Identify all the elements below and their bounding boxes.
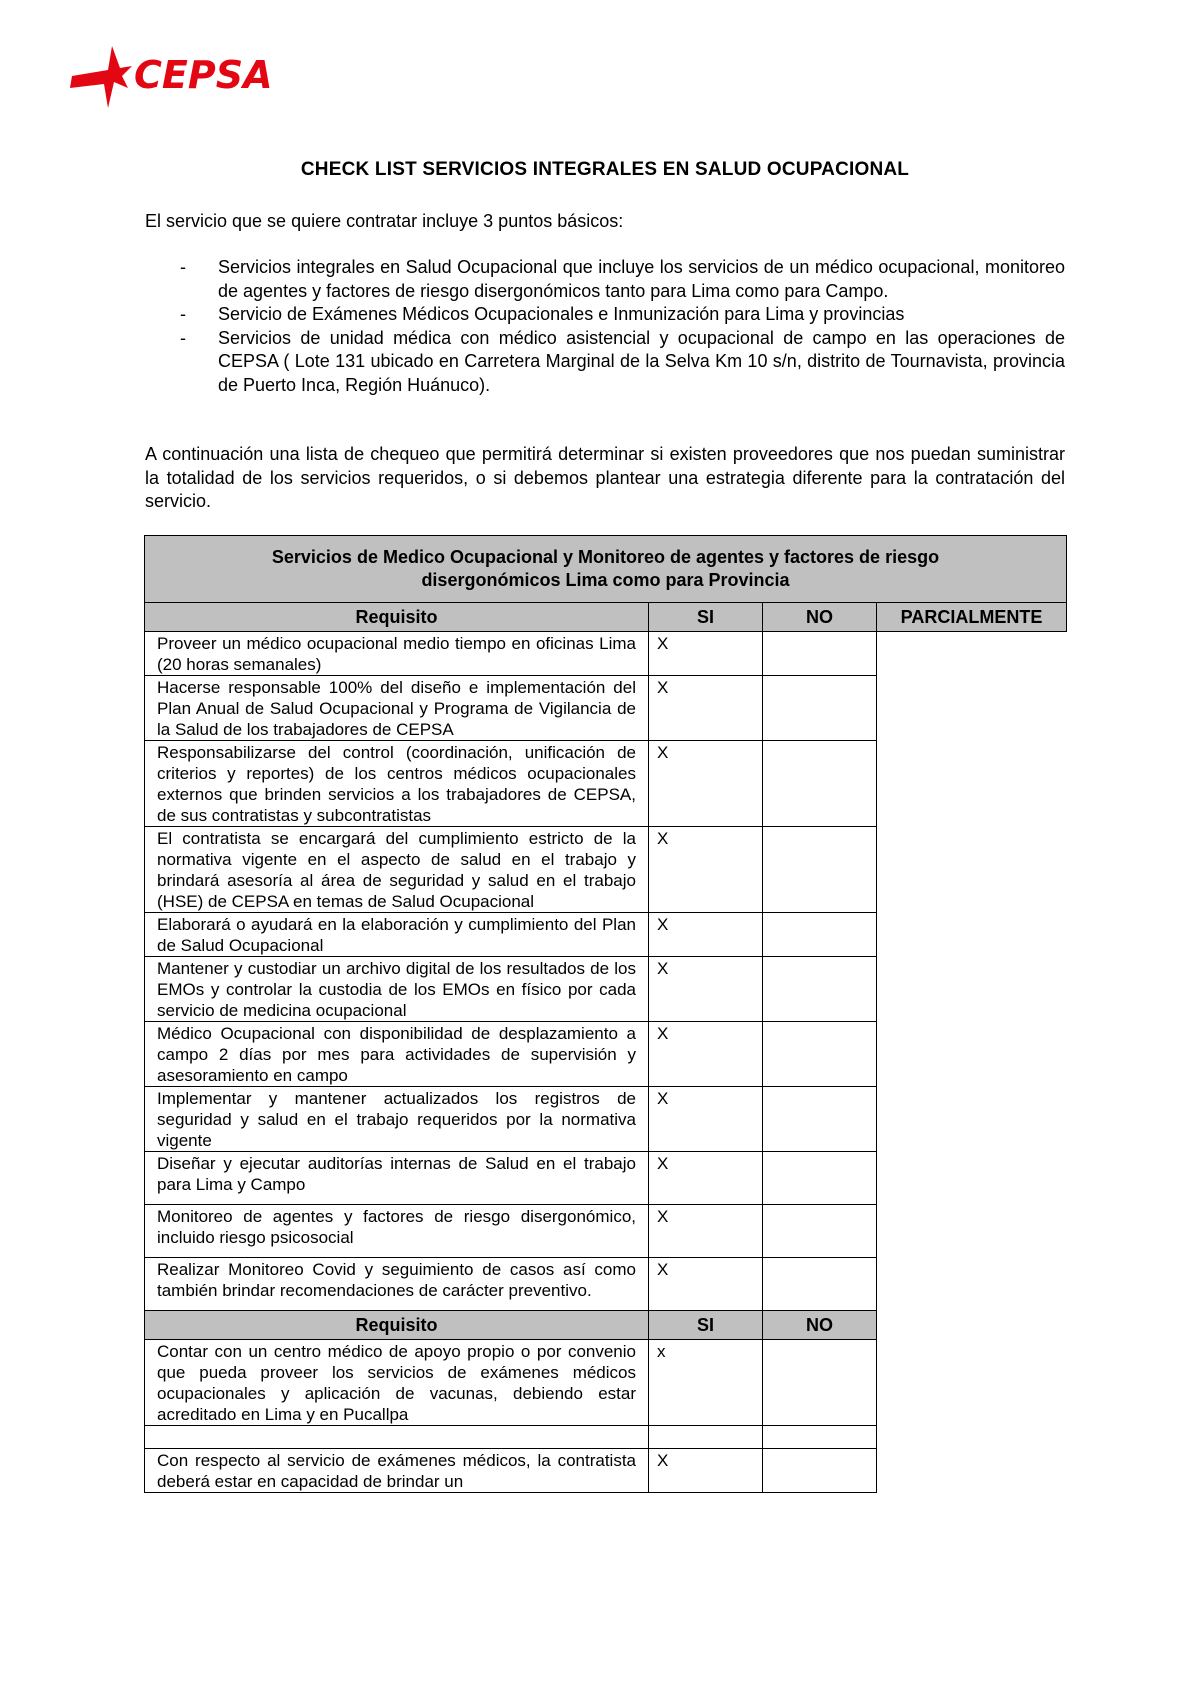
si-cell: X xyxy=(649,1258,763,1311)
list-item-text: Servicios integrales en Salud Ocupacional que incluye los servicios de un médico ocupacional, monitoreo de agentes y factores de riesgo disergonómicos tanto para Lima como para Campo. xyxy=(218,257,1065,301)
header-requisito: Requisito xyxy=(145,603,649,632)
table-section-title: Servicios de Medico Ocupacional y Monitoreo de agentes y factores de riesgo disergonómicos Lima como para Provincia xyxy=(145,536,1067,603)
requisito-cell: Hacerse responsable 100% del diseño e implementación del Plan Anual de Salud Ocupacional y Programa de Vigilancia de la Salud de los trabajadores de CEPSA xyxy=(145,676,649,741)
list-item-text: Servicios de unidad médica con médico asistencial y ocupacional de campo en las operaciones de CEPSA ( Lote 131 ubicado en Carretera Marginal de la Selva Km 10 s/n, distrito de Tournavista, provincia de Puerto Inca, Región Huánuco). xyxy=(218,327,1065,395)
requisito-cell: Elaborará o ayudará en la elaboración y cumplimiento del Plan de Salud Ocupacional xyxy=(145,913,649,957)
empty-cell xyxy=(877,1258,1067,1311)
no-cell xyxy=(763,1152,877,1205)
empty-cell xyxy=(877,1426,1067,1449)
no-cell xyxy=(763,1022,877,1087)
empty-cell xyxy=(877,1087,1067,1152)
si-cell: x xyxy=(649,1340,763,1426)
table-row xyxy=(145,957,1067,1022)
empty-cell xyxy=(877,827,1067,913)
table-header-row xyxy=(145,1311,1067,1340)
no-cell xyxy=(763,1340,877,1426)
requisito-cell: Monitoreo de agentes y factores de riesgo disergonómico, incluido riesgo psicosocial xyxy=(145,1205,649,1258)
requisito-cell: Mantener y custodiar un archivo digital de los resultados de los EMOs y controlar la custodia de los EMOs en físico por cada servicio de medicina ocupacional xyxy=(145,957,649,1022)
table-row xyxy=(145,1449,1067,1493)
si-cell: X xyxy=(649,1449,763,1493)
table-title-row xyxy=(145,536,1067,603)
no-cell xyxy=(763,1426,877,1449)
no-cell xyxy=(763,827,877,913)
no-cell xyxy=(763,957,877,1022)
si-cell: X xyxy=(649,1205,763,1258)
requisito-cell: Responsabilizarse del control (coordinación, unificación de criterios y reportes) de los centros médicos ocupacionales externos que brinden servicios a los trabajadores de CEPSA, de sus contratistas y subcontratistas xyxy=(145,741,649,827)
list-item xyxy=(145,303,1065,327)
requisito-cell: Con respecto al servicio de exámenes médicos, la contratista deberá estar en capacidad de brindar un xyxy=(145,1449,649,1493)
requisito-cell xyxy=(145,1426,649,1449)
table-row xyxy=(145,1152,1067,1205)
si-cell: X xyxy=(649,827,763,913)
header-si: SI xyxy=(649,1311,763,1340)
no-cell xyxy=(763,1087,877,1152)
table-row xyxy=(145,1087,1067,1152)
requisito-cell: El contratista se encargará del cumplimiento estricto de la normativa vigente en el aspecto de salud en el trabajo y brindará asesoría al área de seguridad y salud en el trabajo (HSE) de CEPSA en temas de Salud Ocupacional xyxy=(145,827,649,913)
no-cell xyxy=(763,1258,877,1311)
no-cell xyxy=(763,913,877,957)
requisito-cell: Proveer un médico ocupacional medio tiempo en oficinas Lima (20 horas semanales) xyxy=(145,632,649,676)
empty-cell xyxy=(877,1340,1067,1426)
empty-cell xyxy=(877,1311,1067,1340)
si-cell: X xyxy=(649,632,763,676)
list-item-text: Servicio de Exámenes Médicos Ocupacionales e Inmunización para Lima y provincias xyxy=(218,304,905,324)
table-row xyxy=(145,913,1067,957)
table-row xyxy=(145,1022,1067,1087)
bullet-dash: - xyxy=(180,327,186,348)
empty-cell xyxy=(877,1449,1067,1493)
table-row xyxy=(145,1205,1067,1258)
header-requisito: Requisito xyxy=(145,1311,649,1340)
document-title: CHECK LIST SERVICIOS INTEGRALES EN SALUD OCUPACIONAL xyxy=(300,159,910,180)
bullet-dash: - xyxy=(180,257,186,277)
si-cell: X xyxy=(649,741,763,827)
empty-cell xyxy=(877,676,1067,741)
si-cell: X xyxy=(649,913,763,957)
header-si: SI xyxy=(649,603,763,632)
table-row xyxy=(145,827,1067,913)
table-row xyxy=(145,676,1067,741)
si-cell xyxy=(649,1426,763,1449)
si-cell: X xyxy=(649,676,763,741)
si-cell: X xyxy=(649,957,763,1022)
requisito-cell: Diseñar y ejecutar auditorías internas de Salud en el trabajo para Lima y Campo xyxy=(145,1152,649,1205)
table-row xyxy=(145,1258,1067,1311)
no-cell xyxy=(763,632,877,676)
list-item xyxy=(145,327,1065,398)
cepsa-logo xyxy=(68,44,308,112)
requisito-cell: Realizar Monitoreo Covid y seguimiento de casos así como también brindar recomendaciones de carácter preventivo. xyxy=(145,1258,649,1311)
requisito-cell: Médico Ocupacional con disponibilidad de desplazamiento a campo 2 días por mes para actividades de supervisión y asesoramiento en campo xyxy=(145,1022,649,1087)
no-cell xyxy=(763,676,877,741)
empty-cell xyxy=(877,957,1067,1022)
header-no: NO xyxy=(763,603,877,632)
si-cell: X xyxy=(649,1087,763,1152)
no-cell xyxy=(763,741,877,827)
table-header-row xyxy=(145,603,1067,632)
si-cell: X xyxy=(649,1152,763,1205)
table-row xyxy=(145,1340,1067,1426)
checklist-table xyxy=(144,535,1067,1493)
header-no: NO xyxy=(763,1311,877,1340)
cepsa-flame-icon xyxy=(70,46,132,108)
empty-cell xyxy=(877,1152,1067,1205)
cepsa-wordmark: CEPSA xyxy=(134,53,273,97)
intro-text: El servicio que se quiere contratar incluye 3 puntos básicos: xyxy=(145,211,624,231)
empty-cell xyxy=(877,1205,1067,1258)
no-cell xyxy=(763,1449,877,1493)
empty-cell xyxy=(877,913,1067,957)
table-row xyxy=(145,1426,1067,1449)
requisito-cell: Implementar y mantener actualizados los registros de seguridad y salud en el trabajo requeridos por la normativa vigente xyxy=(145,1087,649,1152)
empty-cell xyxy=(877,1022,1067,1087)
requisito-cell: Contar con un centro médico de apoyo propio o por convenio que pueda proveer los servicios de exámenes médicos ocupacionales y aplicación de vacunas, debiendo estar acreditado en Lima y en Pucallpa xyxy=(145,1340,649,1426)
checklist-paragraph: A continuación una lista de chequeo que permitirá determinar si existen proveedores que nos puedan suministrar la totalidad de los servicios requeridos, o si debemos plantear una estrategia diferente para la contratación del servicio. xyxy=(145,444,1065,511)
bullet-dash: - xyxy=(180,304,186,324)
si-cell: X xyxy=(649,1022,763,1087)
empty-cell xyxy=(877,632,1067,676)
header-parcialmente: PARCIALMENTE xyxy=(877,603,1067,632)
table-row xyxy=(145,741,1067,827)
table-row xyxy=(145,632,1067,676)
service-list xyxy=(145,256,1065,397)
list-item xyxy=(145,256,1065,303)
no-cell xyxy=(763,1205,877,1258)
empty-cell xyxy=(877,741,1067,827)
